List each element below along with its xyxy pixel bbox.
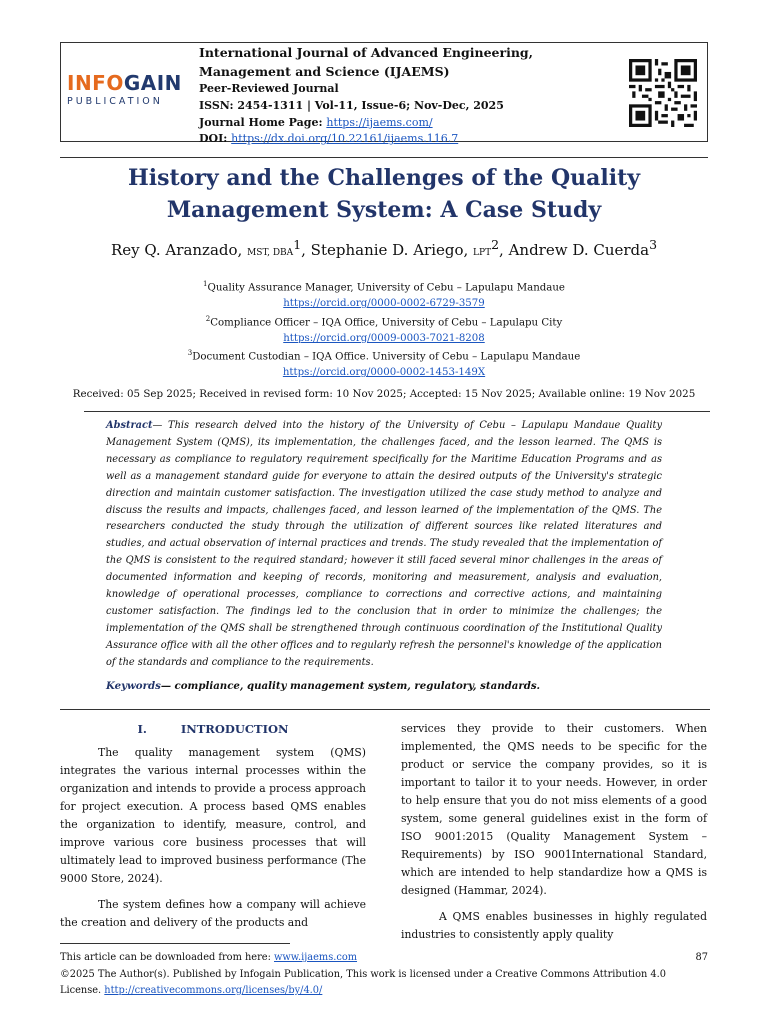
footer-divider <box>60 943 290 944</box>
paragraph-2: The system defines how a company will achieve the creation and delivery of the products and <box>60 898 366 929</box>
logo-text-gain: GAIN <box>123 71 182 95</box>
section-title: INTRODUCTION <box>180 722 289 736</box>
abstract-label: Abstract <box>106 420 153 431</box>
author-1-sup: 1 <box>293 237 302 252</box>
author-list <box>60 234 708 264</box>
doi-link[interactable]: https://dx.doi.org/10.22161/ijaems.116.7 <box>231 132 459 146</box>
abstract-top-divider <box>84 411 710 412</box>
qr-code-icon <box>629 59 697 127</box>
download-line <box>60 950 708 967</box>
affiliation-2-sup: 2 <box>205 314 211 323</box>
license-line <box>60 967 708 1000</box>
logo-subtitle: PUBLICATION <box>67 96 163 107</box>
orcid-link-2[interactable]: https://orcid.org/0009-0003-7021-8208 <box>283 332 485 344</box>
download-link[interactable]: www.ijaems.com <box>274 952 358 963</box>
paper-title: History and the Challenges of the Quality Management System: A Case Study <box>127 165 641 223</box>
author-2-credentials: LPT <box>473 248 492 258</box>
homepage-line <box>199 115 619 132</box>
body-column-right <box>401 720 707 952</box>
author-1-credentials: MST, DBA <box>247 248 294 258</box>
author-2-name: , Stephanie D. Ariego, <box>301 241 474 259</box>
keywords-text: — compliance, quality management system, regulatory, standards. <box>160 680 541 692</box>
page-footer <box>60 950 708 1000</box>
abstract-text: — This research delved into the history of the University of Cebu – Lapulapu Mandaue Quality Management System (QMS), its implementation, the challenges faced, and the lesson learned. The QMS is necessary as compliance to regulatory requirement specifically for the Maritime Education Programs and as well as a management standard guide for everyone to attain the desired outputs of the University's strategic direction and maintain customer satisfaction. The investigation utilized the case study method to analyze and discuss the results and impacts, challenges faced, and lesson learned of the implementation of the QMS. The researchers conducted the study through the utilization of different sources like related literatures and studies, and actual observation of internal practices and trends. The study revealed that the implementation of the QMS is consistent to the required standard; however it still faced several minor challenges in the areas of documented information and keeping of records, monitoring and measurement, analysis and evaluation, knowledge of operational processes, compliance to corrections and corrective actions, and maintaining customer satisfaction. The findings led to the conclusion that in order to minimize the challenges; the implementation of the QMS shall be strengthened through continuous coordination of the Institutional Quality Assurance office with all the other offices and to regularly refresh the personnel's knowledge of the application of the standards and compliance to the requirements. <box>106 420 662 668</box>
affiliation-1-text: Quality Assurance Manager, University of Cebu – Lapulapu Mandaue <box>207 282 565 294</box>
paragraph-4: A QMS enables businesses in highly regulated industries to consistently apply quality <box>401 910 707 941</box>
logo-text-info: INFO <box>67 71 124 95</box>
keywords <box>106 678 662 694</box>
paragraph-1: The quality management system (QMS) integrates the various internal processes within the organization and intends to provide a process approach for project execution. A process based QMS enables the organization to identify, measure, control, and improve various core business processes that will ultimately lead to improved business performance (The 9000 Store, 2024). <box>60 746 366 885</box>
abstract-bottom-divider <box>60 709 710 710</box>
affiliation-2 <box>60 312 708 331</box>
affiliations <box>60 277 708 381</box>
abstract <box>106 418 662 672</box>
author-2-sup: 2 <box>491 237 500 252</box>
author-1-name: Rey Q. Aranzado, <box>110 241 248 259</box>
issn-line: ISSN: 2454-1311 | Vol-11, Issue-6; Nov-Dec, 2025 <box>199 98 504 112</box>
affiliation-1-sup: 1 <box>203 280 208 288</box>
section-number: I. <box>137 722 147 736</box>
homepage-label: Journal Home Page: <box>199 115 323 129</box>
publisher-logo <box>67 73 187 117</box>
author-3-sup: 3 <box>649 237 658 252</box>
orcid-link-3[interactable]: https://orcid.org/0000-0002-1453-149X <box>282 367 486 379</box>
body-column-left <box>60 720 366 940</box>
journal-title: International Journal of Advanced Engineering, Management and Science (IJAEMS) <box>199 45 534 79</box>
homepage-link[interactable]: https://ijaems.com/ <box>326 115 433 129</box>
affiliation-2-text: Compliance Officer – IQA Office, University of Cebu – Lapulapu City <box>210 316 563 328</box>
peer-reviewed-label: Peer-Reviewed Journal <box>199 82 339 95</box>
doi-line <box>199 131 619 148</box>
license-text: ©2025 The Author(s). Published by Infogain Publication, This work is licensed under a Creative Commons Attribution 4.0 License. <box>60 968 666 996</box>
doi-label: DOI: <box>199 132 228 146</box>
keywords-label: Keywords <box>106 680 161 692</box>
author-3-name: , Andrew D. Cuerda <box>499 241 650 259</box>
section-heading-introduction <box>60 720 366 738</box>
affiliation-3-text: Document Custodian – IQA Office. University of Cebu – Lapulapu Mandaue <box>192 351 581 363</box>
affiliation-1 <box>60 277 708 296</box>
download-text: This article can be downloaded from here: <box>60 952 274 963</box>
affiliation-3-sup: 3 <box>187 349 193 358</box>
page-number: 87 <box>695 952 708 963</box>
journal-header <box>60 42 708 146</box>
orcid-link-1[interactable]: https://orcid.org/0000-0002-6729-3579 <box>283 297 485 309</box>
affiliation-3 <box>60 346 708 365</box>
journal-info <box>199 43 619 148</box>
paragraph-3: services they provide to their customers. When implemented, the QMS needs to be specific for the product or service the company provides, so it is important to tailor it to your needs. However, in order to help ensure that you do not miss elements of a good system, some general guidelines exist in the form of ISO 9001:2015 (Quality Management System – Requirements) by ISO 9001International Standard, which are intended to help standardize how a QMS is designed (Hammar, 2024). <box>401 722 707 897</box>
received-dates: Received: 05 Sep 2025; Received in revised form: 10 Nov 2025; Accepted: 15 Nov 2025; Available online: 19 Nov 2025 <box>72 388 696 400</box>
license-link[interactable]: http://creativecommons.org/licenses/by/4.0/ <box>104 985 323 996</box>
header-divider <box>60 157 708 158</box>
